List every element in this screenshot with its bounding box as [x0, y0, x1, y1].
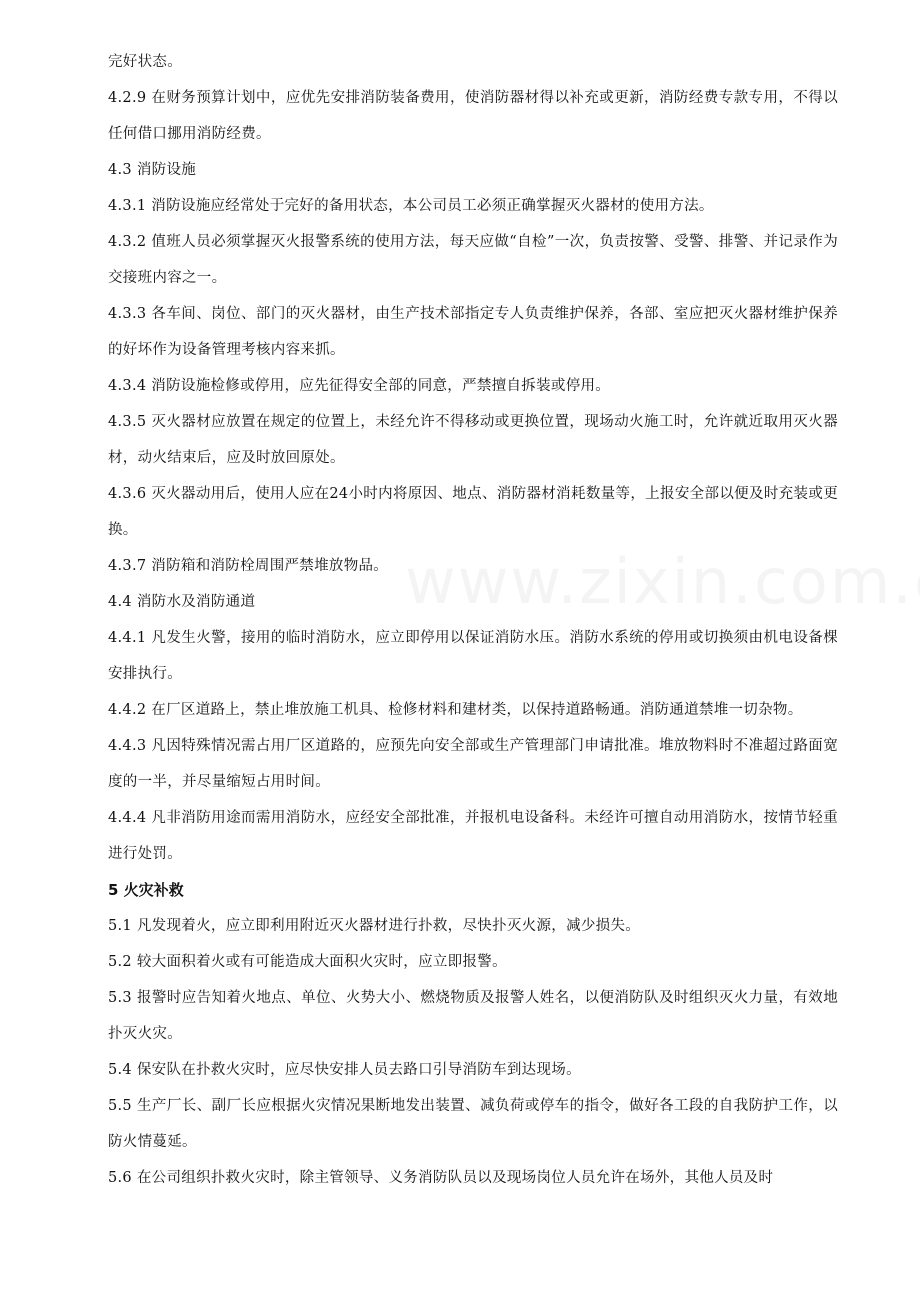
paragraph: 4.4.1 凡发生火警，接用的临时消防水，应立即停用以保证消防水压。消防水系统的停用或切换须由机电设备棵安排执行。: [108, 630, 838, 682]
paragraph: 4.4.2 在厂区道路上，禁止堆放施工机具、检修材料和建材类，以保持道路畅通。消防通道禁堆一切杂物。: [108, 702, 803, 718]
paragraph: 4.3.4 消防设施检修或停用，应先征得安全部的同意，严禁擅自拆装或停用。: [108, 378, 611, 394]
paragraph: 4.3.7 消防箱和消防栓周围严禁堆放物品。: [108, 558, 389, 574]
section-heading: 5 火灾补救: [108, 881, 184, 899]
paragraph: 4.4.4 凡非消防用途而需用消防水，应经安全部批准，并报机电设备科。未经许可擅自动用消防水，按情节轻重进行处罚。: [108, 810, 838, 862]
paragraph: 4.3 消防设施: [108, 162, 197, 178]
paragraph: 4.2.9 在财务预算计划中，应优先安排消防装备费用，使消防器材得以补充或更新，消防经费专款专用，不得以任何借口挪用消防经费。: [108, 90, 838, 142]
paragraph: 5.2 较大面积着火或有可能造成大面积火灾时，应立即报警。: [108, 954, 507, 970]
paragraph: 4.4.3 凡因特殊情况需占用厂区道路的，应预先向安全部或生产管理部门申请批准。堆放物料时不准超过路面宽度的一半，并尽量缩短占用时间。: [108, 738, 838, 790]
paragraph: 完好状态。: [108, 54, 182, 70]
paragraph: 4.3.5 灭火器材应放置在规定的位置上，未经允许不得移动或更换位置，现场动火施工时，允许就近取用灭火器材，动火结束后，应及时放回原处。: [108, 414, 838, 466]
paragraph: 4.3.1 消防设施应经常处于完好的备用状态，本公司员工必须正确掌握灭火器材的使用方法。: [108, 198, 714, 214]
paragraph: 4.3.6 灭火器动用后，使用人应在24小时内将原因、地点、消防器材消耗数量等，上报安全部以便及时充装或更换。: [108, 486, 838, 538]
paragraph: 5.5 生产厂长、副厂长应根据火灾情况果断地发出装置、减负荷或停车的指令，做好各工段的自我防护工作，以防火情蔓延。: [108, 1098, 838, 1150]
paragraph: 4.3.3 各车间、岗位、部门的灭火器材，由生产技术部指定专人负责维护保养，各部、室应把灭火器材维护保养的好坏作为设备管理考核内容来抓。: [108, 306, 838, 358]
paragraph: 4.4 消防水及消防通道: [108, 594, 256, 610]
paragraph: 5.3 报警时应告知着火地点、单位、火势大小、燃烧物质及报警人姓名，以便消防队及时组织灭火力量，有效地扑灭火灾。: [108, 990, 838, 1042]
paragraph: 5.1 凡发现着火，应立即利用附近灭火器材进行扑救，尽快扑灭火源，减少损失。: [108, 918, 641, 934]
paragraph: 5.6 在公司组织扑救火灾时，除主管领导、义务消防队员以及现场岗位人员允许在场外，其他人员及时: [108, 1170, 774, 1186]
document-page: [108, 44, 838, 1196]
paragraph: 4.3.2 值班人员必须掌握灭火报警系统的使用方法，每天应做“自检”一次，负责按警、受警、排警、并记录作为交接班内容之一。: [108, 234, 838, 286]
paragraph: 5.4 保安队在扑救火灾时，应尽快安排人员去路口引导消防车到达现场。: [108, 1062, 581, 1078]
